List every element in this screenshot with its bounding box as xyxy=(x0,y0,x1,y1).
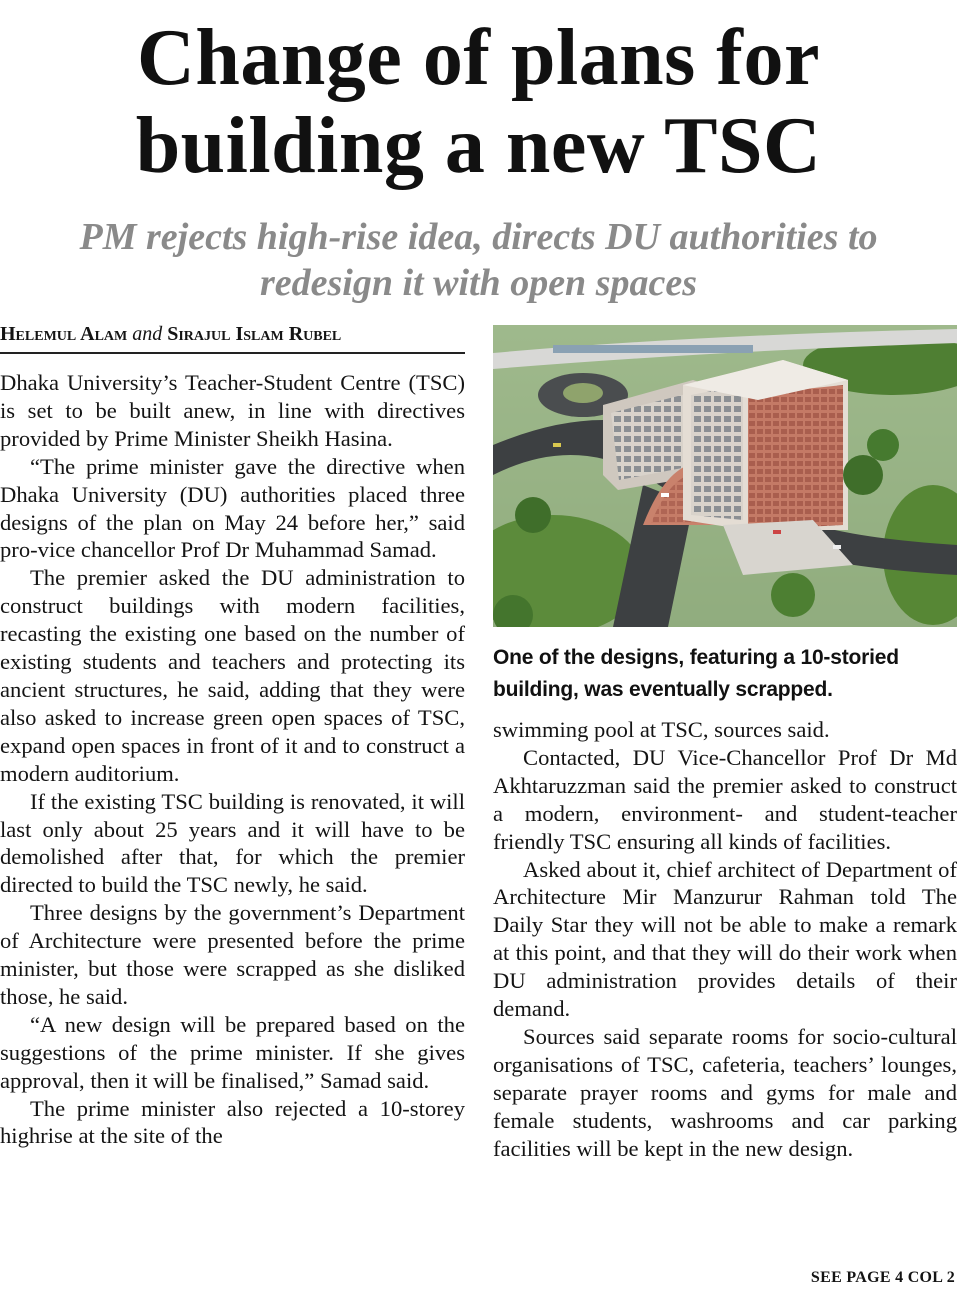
paragraph: Three designs by the government’s Department of Architecture were presented before the prime minister, but those were scrapped as she disliked those, he said. xyxy=(0,900,465,1009)
paragraph: The prime minister also rejected a 10-storey highrise at the site of the xyxy=(0,1095,465,1149)
paragraph: Dhaka University’s Teacher-Student Centre (TSC) is set to be built anew, in line with directives provided by Prime Minister Sheikh Hasina. xyxy=(0,370,465,451)
headline-line-2: building a new TSC xyxy=(135,102,822,190)
article-column-2 xyxy=(493,716,957,1163)
headline xyxy=(0,14,957,190)
photo-caption: One of the designs, featuring a 10-storied building, was eventually scrapped. xyxy=(493,646,899,701)
subheadline-line-2: redesign it with open spaces xyxy=(259,262,698,304)
paragraph: Asked about it, chief architect of Department of Architecture Mir Manzurur Rahman told The Daily Star they will not be able to make a remark at this point, and that they will do their work when DU administration provides details of their demand. xyxy=(493,856,957,1022)
paragraph: swimming pool at TSC, sources said. xyxy=(493,717,830,742)
subheadline xyxy=(0,214,957,306)
byline-conjunction: and xyxy=(132,323,163,345)
byline-author-2: Sirajul Islam Rubel xyxy=(167,323,342,345)
paragraph: Sources said separate rooms for socio-cultural organisations of TSC, cafeteria, teachers’ lounges, separate prayer rooms and gyms for male and female students, washrooms and car parking facilities will be kept in the new design. xyxy=(493,1023,957,1161)
subheadline-line-1: PM rejects high-rise idea, directs DU authorities to xyxy=(79,216,878,258)
paragraph: “The prime minister gave the directive when Dhaka University (DU) authorities placed three designs of the plan on May 24 before her,” said pro-vice chancellor Prof Dr Muhammad Samad. xyxy=(0,453,465,563)
paragraph: The premier asked the DU administration to construct buildings with modern facilities, recasting the existing one based on the number of existing students and teachers and protecting its ancient structures, he said, adding that they were also asked to increase green open spaces of TSC, expand open spaces in front of it and to construct a modern auditorium. xyxy=(0,565,465,786)
paragraph: “A new design will be prepared based on the suggestions of the prime minister. If she gives approval, then it will be finalised,” Samad said. xyxy=(0,1011,465,1093)
paragraph: Contacted, DU Vice-Chancellor Prof Dr Md Akhtaruzzman said the premier asked to construct a modern, environment- and student-teacher friendly TSC ensuring all kinds of facilities. xyxy=(493,744,957,854)
headline-line-1: Change of plans for xyxy=(137,14,820,102)
continuation-jump-line[interactable]: SEE PAGE 4 COL 2 xyxy=(810,1269,955,1286)
article-column-1 xyxy=(0,369,465,1150)
article-photo xyxy=(493,325,957,627)
architectural-rendering-image xyxy=(493,325,957,627)
byline xyxy=(0,322,465,354)
paragraph: If the existing TSC building is renovated, it will last only about 25 years and it will have to be demolished after that, for which the premier directed to build the TSC newly, he said. xyxy=(0,788,465,898)
byline-author-1: Helemul Alam xyxy=(0,323,128,345)
